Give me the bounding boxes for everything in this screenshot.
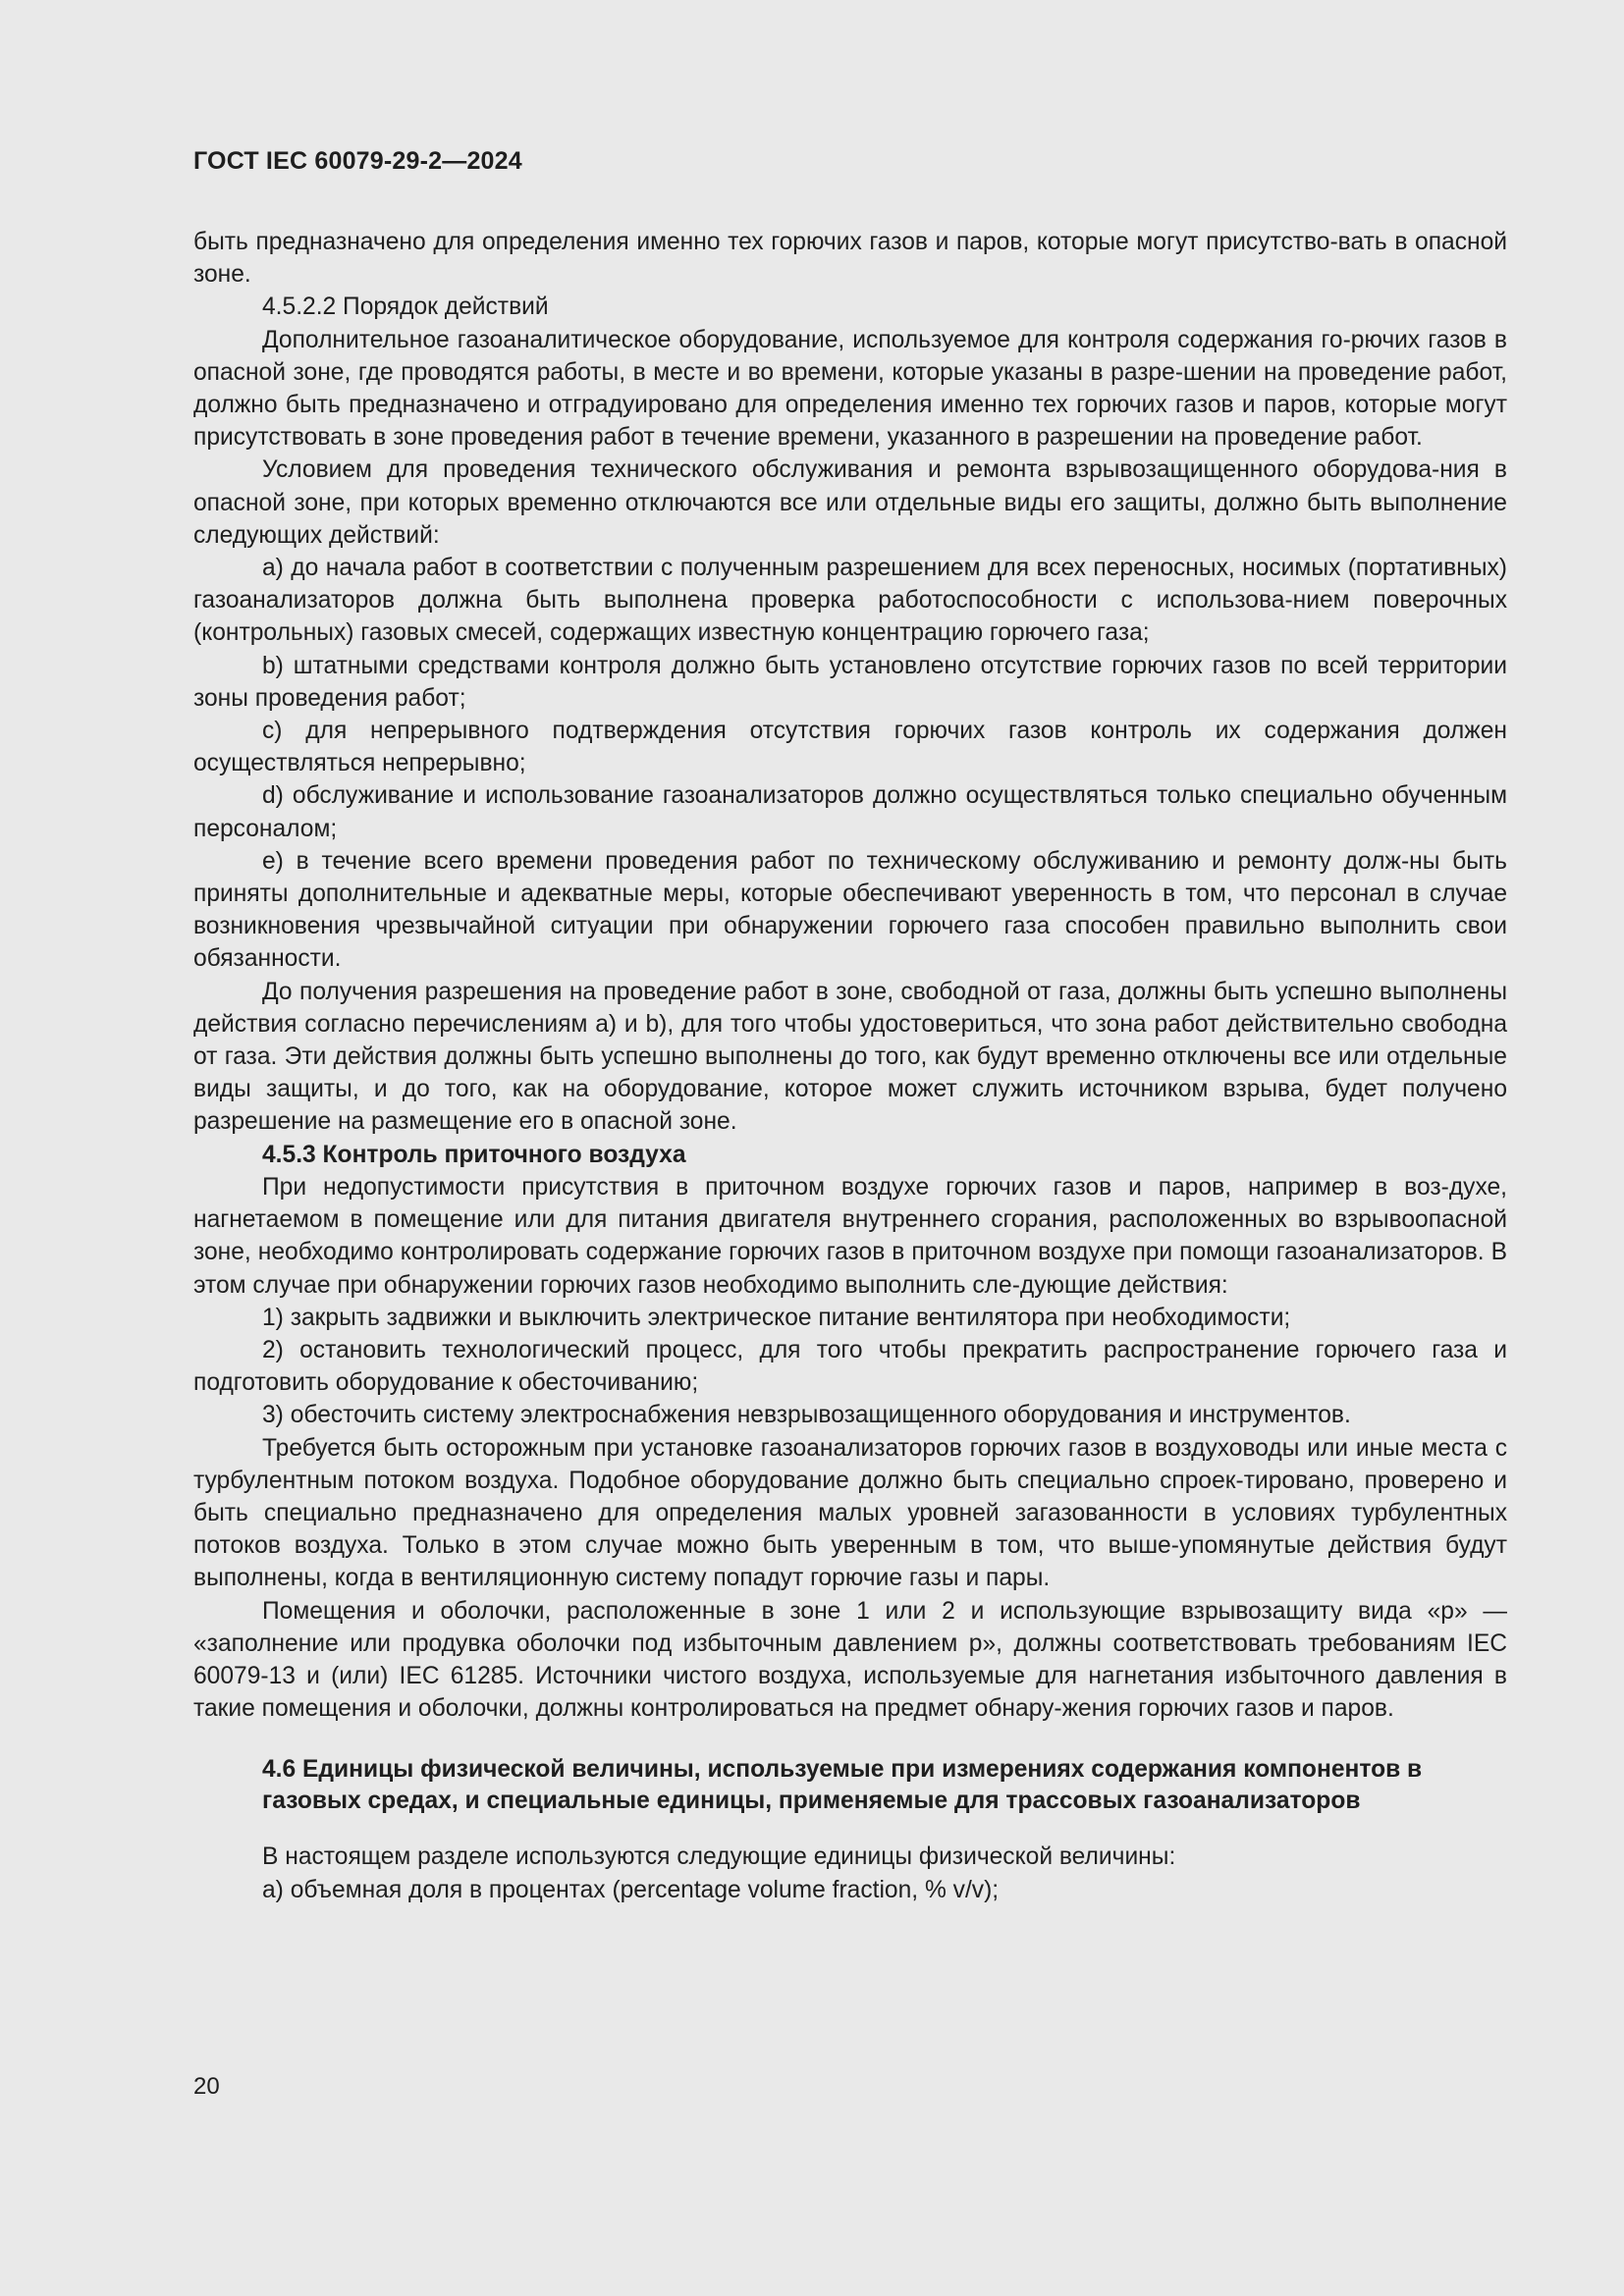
- paragraph: До получения разрешения на проведение работ в зоне, свободной от газа, должны быть успешно выполнены действия согласно перечислениям a) и b), для того чтобы удостовериться, что зона работ действительно свободна от газа. Эти действия должны быть успешно выполнены до того, как будут временно отключены все или отдельные виды защиты, и до того, как на оборудование, которое может служить источником взрыва, будет получено разрешение на размещение его в опасной зоне.: [193, 978, 1507, 1136]
- paragraph: При недопустимости присутствия в приточном воздухе горючих газов и паров, например в воз-духе, нагнетаемом в помещение или для питания двигателя внутреннего сгорания, расположенных во взрывоопасной зоне, необходимо контролировать содержание горючих газов в приточном воздухе при помощи газоанализаторов. В этом случае при обнаружении горючих газов необходимо выполнить сле-дующие действия:: [193, 1173, 1507, 1299]
- section-title: 4.6 Единицы физической величины, используемые при измерениях содержания компонентов в газовых средах, и специальные единицы, применяемые для трассовых газоанализаторов: [262, 1756, 1423, 1815]
- subsection-heading: 4.5.2.2 Порядок действий: [262, 294, 549, 321]
- paragraph: Требуется быть осторожным при установке газоанализаторов горючих газов в воздуховоды или иные места с турбулентным потоком воздуха. Подобное оборудование должно быть специально спроек-тировано, проверено и быть специально предназначено для определения малых уровней загазованности в условиях турбулентных потоков воздуха. Только в этом случае можно быть уверенным в том, что выше-упомянутые действия будут выполнены, когда в вентиляционную систему попадут горючие газы и пары.: [193, 1434, 1507, 1592]
- list-item-c: c) для непрерывного подтверждения отсутствия горючих газов контроль их содержания должен осуществляться непрерывно;: [193, 718, 1507, 777]
- page-number: 20: [193, 2073, 220, 2100]
- document-header: ГОСТ IEC 60079-29-2—2024: [193, 147, 522, 175]
- paragraph: быть предназначено для определения именно тех горючих газов и паров, которые могут присутство-вать в опасной зоне.: [193, 229, 1507, 289]
- paragraph: Помещения и оболочки, расположенные в зоне 1 или 2 и использующие взрывозащиту вида «p» — «заполнение или продувка оболочки под избыточным давлением p», должны соответствовать требованиям IEC 60079-13 и (или) IEC 61285. Источники чистого воздуха, используемые для нагнетания избыточного давления в такие помещения и оболочки, должны контролироваться на предмет обнару-жения горючих газов и паров.: [193, 1597, 1507, 1723]
- paragraph: Условием для проведения технического обслуживания и ремонта взрывозащищенного оборудова-ния в опасной зоне, при которых временно отключаются все или отдельные виды его защиты, должно быть выполнение следующих действий:: [193, 456, 1507, 549]
- list-item-d: d) обслуживание и использование газоанализаторов должно осуществляться только специально обученным персоналом;: [193, 782, 1507, 842]
- document-body: [193, 226, 1507, 1906]
- list-item-3: 3) обесточить систему электроснабжения невзрывозащищенного оборудования и инструментов.: [262, 1402, 1351, 1429]
- list-item-a: a) объемная доля в процентах (percentage volume fraction, % v/v);: [262, 1876, 1000, 1903]
- list-item-1: 1) закрыть задвижки и выключить электрическое питание вентилятора при необходимости;: [262, 1304, 1291, 1331]
- list-item-a: a) до начала работ в соответствии с полученным разрешением для всех переносных, носимых (портативных) газоанализаторов должна быть выполнена проверка работоспособности с использова-нием поверочных (контрольных) газовых смесей, содержащих известную концентрацию горючего газа;: [193, 555, 1507, 647]
- paragraph: Дополнительное газоаналитическое оборудование, используемое для контроля содержания го-рючих газов в опасной зоне, где проводятся работы, в месте и во времени, которые указаны в разре-шении на проведение работ, должно быть предназначено и отградуировано для определения именно тех горючих газов и паров, которые могут присутствовать в зоне проведения работ в течение времени, указанного в разрешении на проведение работ.: [193, 326, 1507, 452]
- paragraph: В настоящем разделе используются следующие единицы физической величины:: [262, 1843, 1176, 1871]
- subsection-heading-bold: 4.5.3 Контроль приточного воздуха: [262, 1141, 686, 1168]
- list-item-2: 2) остановить технологический процесс, для того чтобы прекратить распространение горючего газа и подготовить оборудование к обесточиванию;: [193, 1336, 1507, 1397]
- list-item-b: b) штатными средствами контроля должно быть установлено отсутствие горючих газов по всей территории зоны проведения работ;: [193, 652, 1507, 712]
- list-item-e: e) в течение всего времени проведения работ по техническому обслуживанию и ремонту долж-ны быть приняты дополнительные и адекватные меры, которые обеспечивают уверенность в том, что персонал в случае возникновения чрезвычайной ситуации при обнаружении горючего газа способен правильно выполнить свои обязанности.: [193, 847, 1507, 973]
